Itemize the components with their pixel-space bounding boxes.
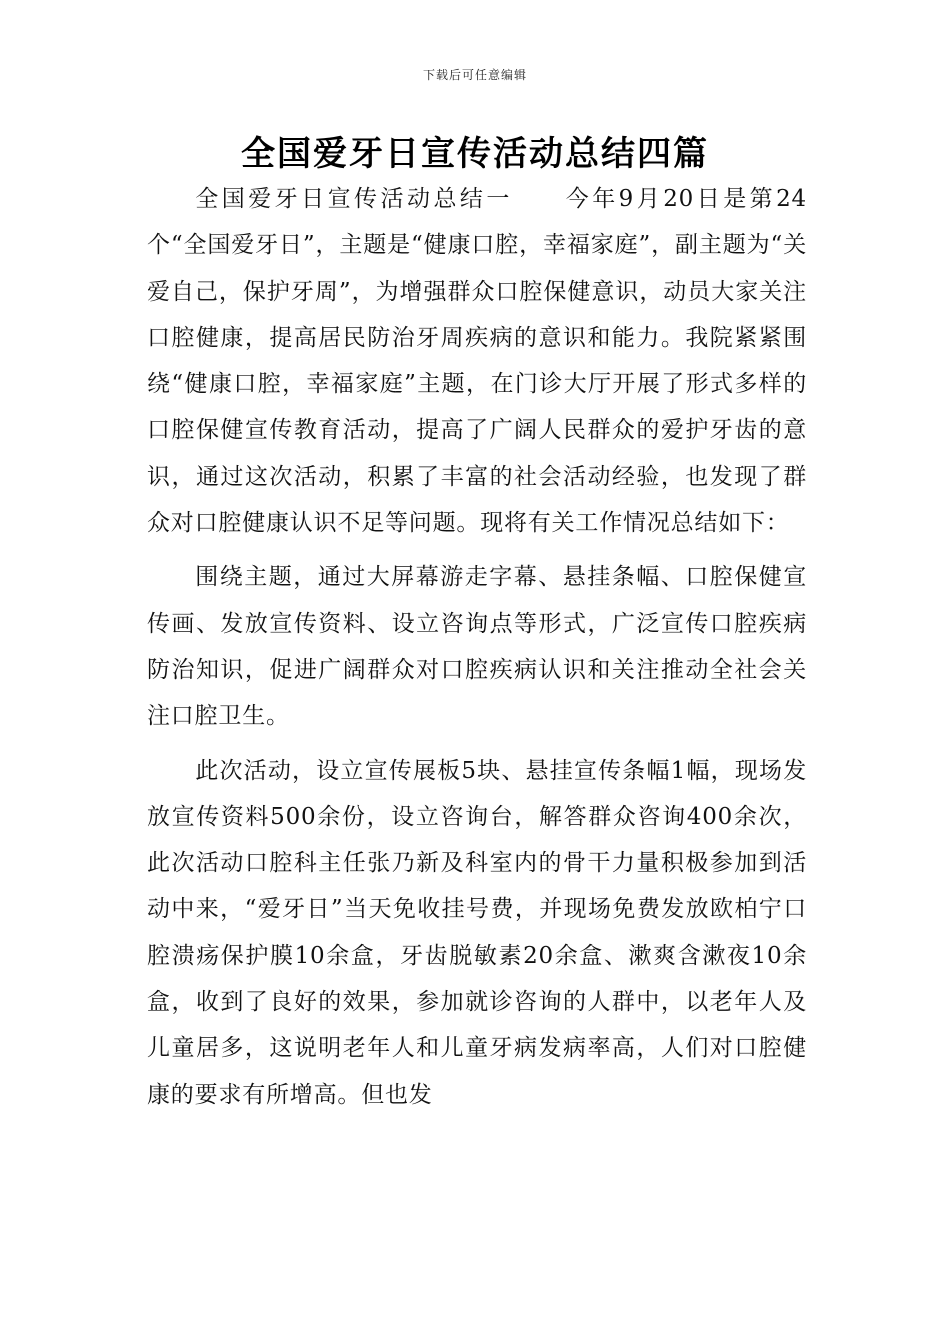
body-paragraph-1: 全国爱牙日宣传活动总结一 今年9月20日是第24个“全国爱牙日”，主题是“健康口腔，幸福家庭”，副主题为“关爱自己，保护牙周”，为增强群众口腔保健意识，动员大家关注口腔健康，提高居民防治牙周疾病的意识和能力。我院紧紧围绕“健康口腔，幸福家庭”主题，在门诊大厅开展了形式多样的口腔保健宣传教育活动，提高了广阔人民群众的爱护牙齿的意识，通过这次活动，积累了丰富的社会活动经验，也发现了群众对口腔健康认识不足等问题。现将有关工作情况总结如下：: [147, 186, 807, 537]
body-paragraph-3: 此次活动，设立宣传展板5块、悬挂宣传条幅1幅，现场发放宣传资料500余份，设立咨询台，解答群众咨询400余次，此次活动口腔科主任张乃新及科室内的骨干力量积极参加到活动中来，“爱牙日”当天免收挂号费，并现场免费发放欧柏宁口腔溃疡保护膜10余盒，牙齿脱敏素20余盒、漱爽含漱夜10余盒，收到了良好的效果，参加就诊咨询的人群中，以老年人及儿童居多，这说明老年人和儿童牙病发病率高，人们对口腔健康的要求有所增高。但也发: [147, 757, 807, 1108]
document-body: [147, 176, 807, 1118]
page-header-note: 下载后可任意编辑: [422, 68, 527, 82]
body-paragraph-2: 围绕主题，通过大屏幕游走字幕、悬挂条幅、口腔保健宣传画、发放宣传资料、设立咨询点等形式，广泛宣传口腔疾病防治知识，促进广阔群众对口腔疾病认识和关注推动全社会关注口腔卫生。: [147, 564, 807, 730]
document-title: 全国爱牙日宣传活动总结四篇: [241, 134, 709, 174]
